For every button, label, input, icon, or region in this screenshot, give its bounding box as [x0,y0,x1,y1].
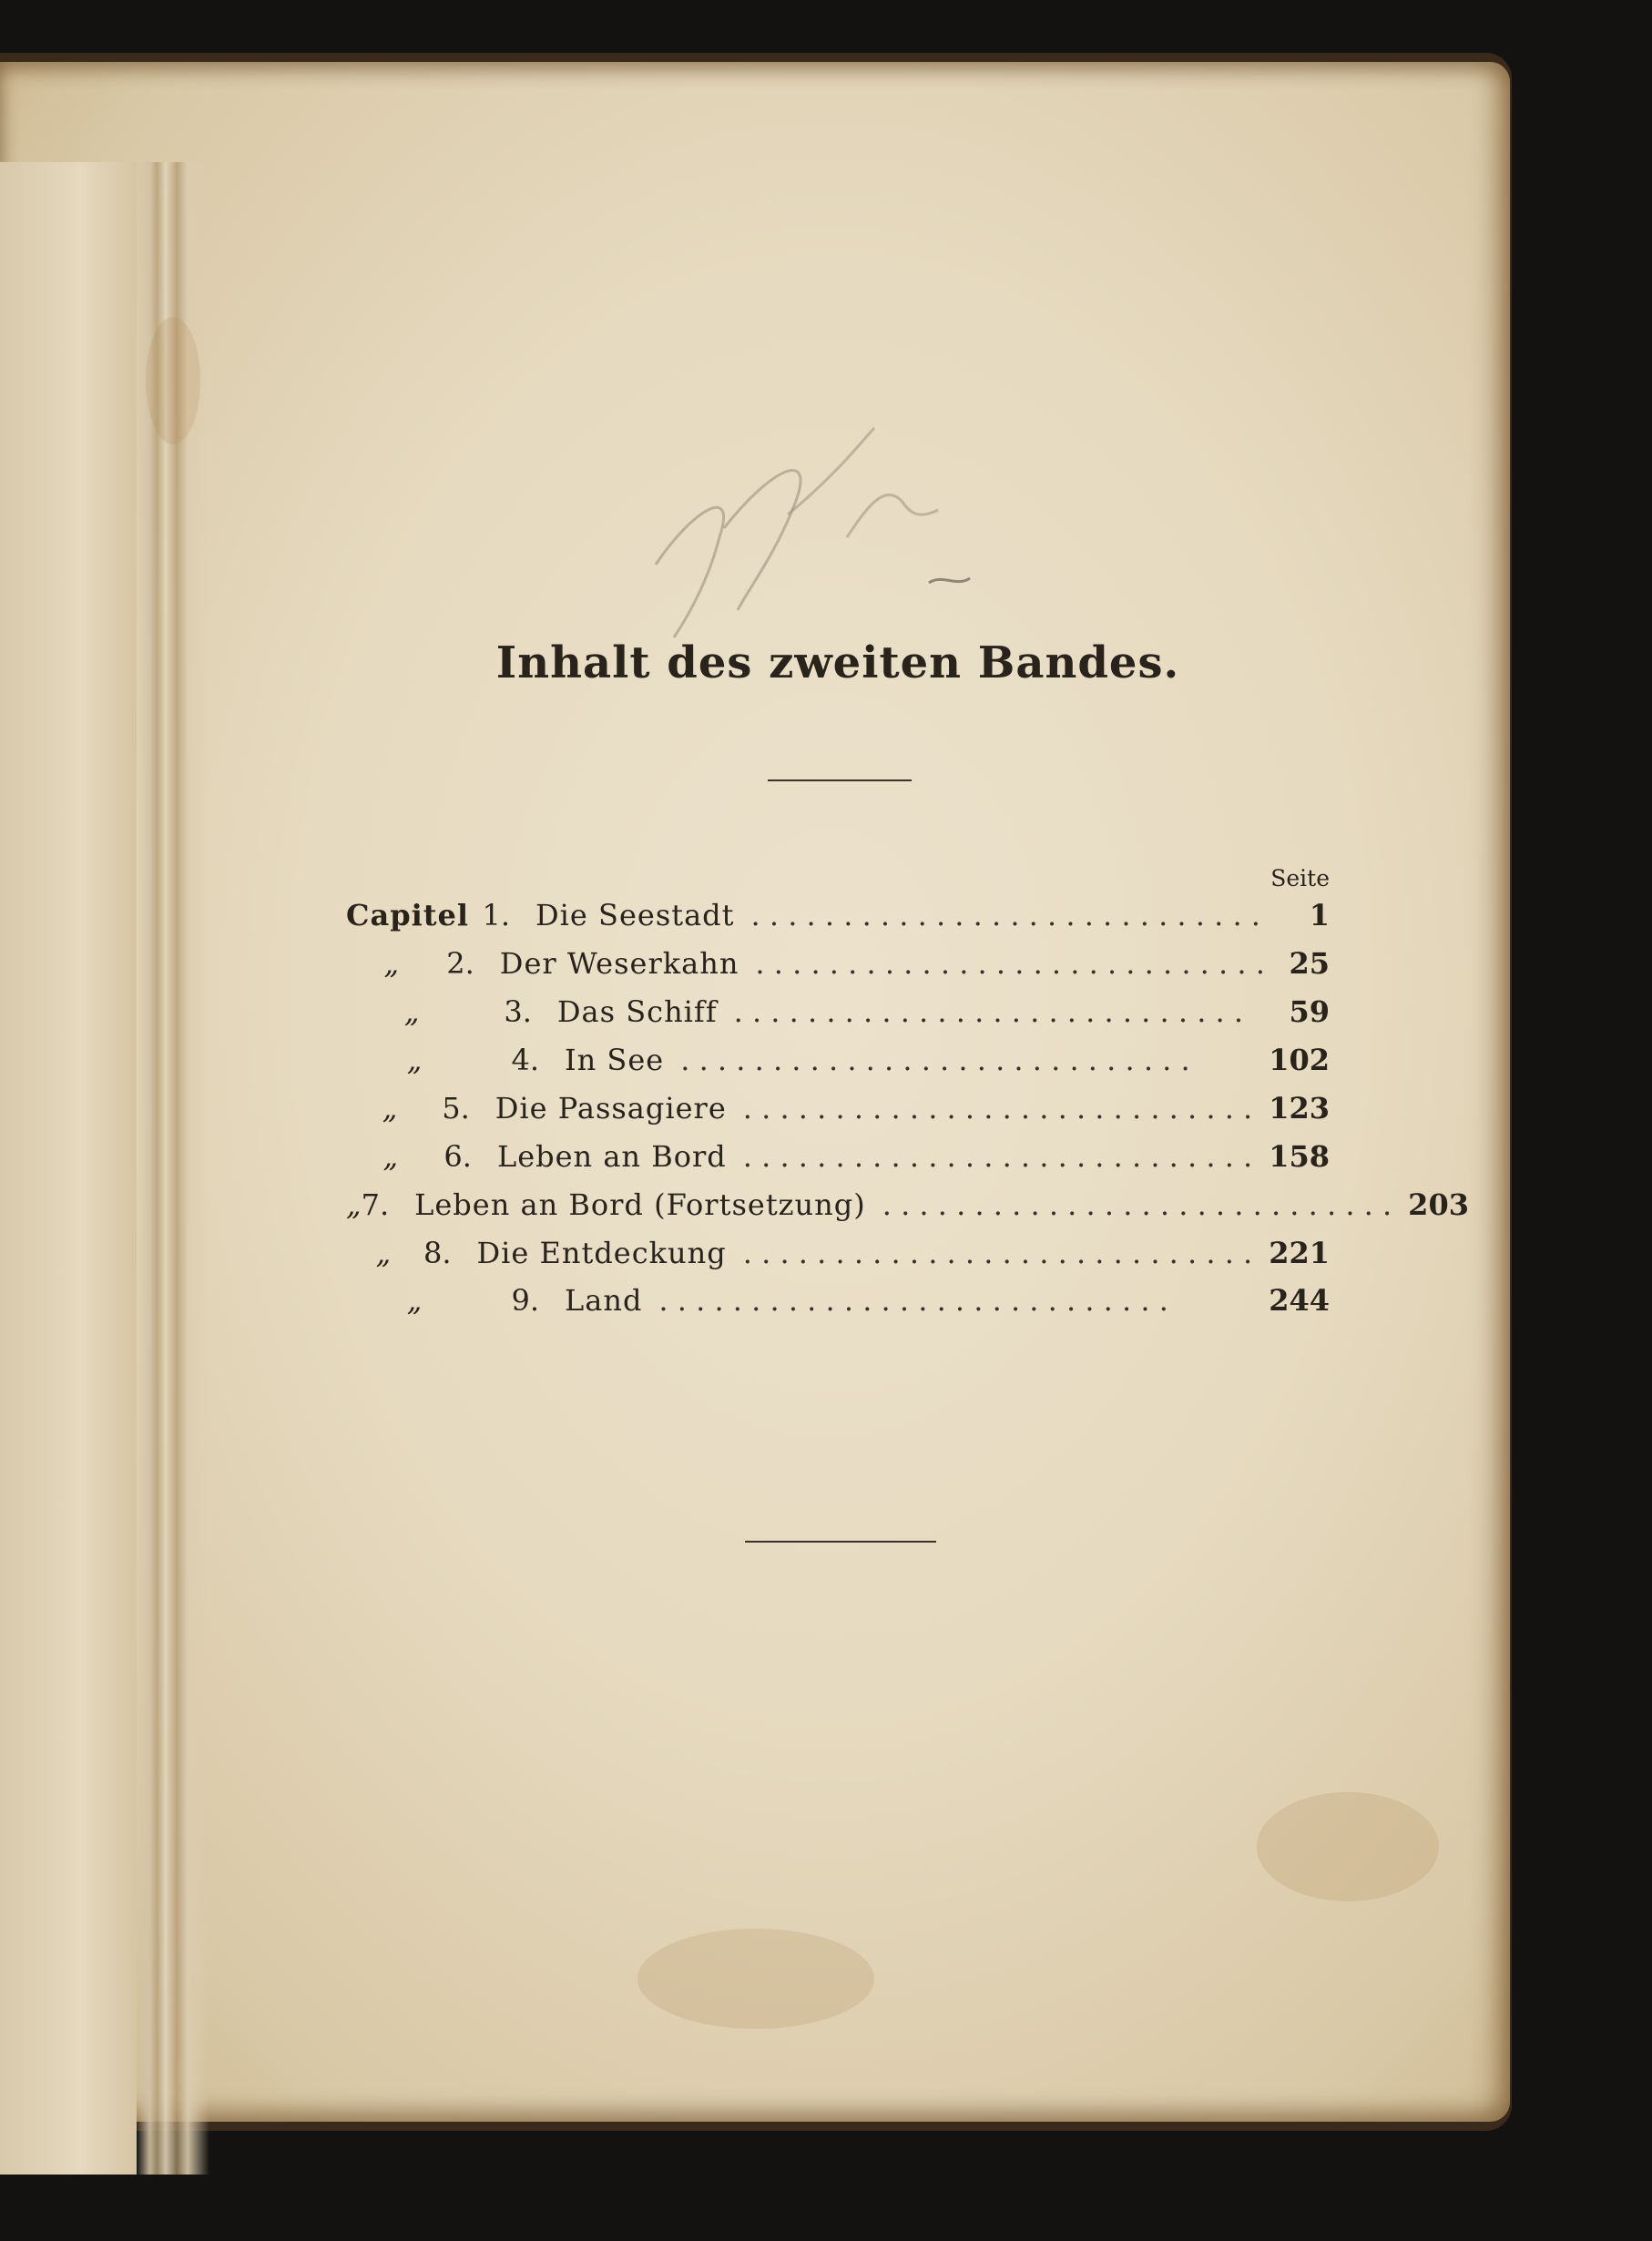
leader-dots: . . . . . . . . . . . . . . . . . . . . . . . . . . . . [742,1091,1253,1126]
chapter-number: 7. [361,1187,390,1222]
page-number: 59 [1289,994,1330,1029]
divider-rule [745,1541,936,1543]
chapter-number: 2. [446,946,474,981]
page-number: 244 [1269,1283,1330,1318]
leader-dots: . . . . . . . . . . . . . . . . . . . . . . . . . . . . [742,1139,1253,1174]
chapter-title: Die Passagiere [495,1091,727,1126]
foxing-stain [1257,1792,1439,1901]
toc-row [346,1139,1330,1187]
page-number: 158 [1269,1139,1330,1174]
toc-row [346,946,1330,993]
leader-dots: . . . . . . . . . . . . . . . . . . . . . . . . . . . . [882,1187,1392,1222]
pencil-signature-icon [637,428,984,647]
toc-row [346,1236,1330,1283]
divider-rule [768,779,912,781]
chapter-number: 5. [442,1091,470,1126]
chapter-title: Das Schiff [556,994,718,1029]
toc-row [346,994,1330,1042]
page-number: 25 [1289,946,1330,981]
chapter-title: Die Seestadt [535,898,735,932]
toc-row [346,1091,1330,1138]
page-number: 203 [1408,1187,1469,1222]
toc-row [346,898,1330,945]
ditto-mark: „ [346,1187,362,1222]
page-number: 123 [1269,1091,1330,1126]
toc-row [346,1187,1469,1235]
leader-dots: . . . . . . . . . . . . . . . . . . . . . . . . . . . . [750,898,1260,932]
chapter-title: Die Entdeckung [476,1236,727,1270]
chapter-title: Land [565,1283,643,1318]
page-title: Inhalt des zweiten Bandes. [495,637,1180,688]
leader-dots: . . . . . . . . . . . . . . . . . . . . . . . . . . . . [680,1043,1190,1077]
facing-page-edge [0,162,137,2175]
chapter-title: Leben an Bord (Fortsetzung) [414,1187,866,1222]
chapter-number: 9. [511,1283,539,1318]
ditto-mark: „ [403,994,420,1029]
leader-dots: . . . . . . . . . . . . . . . . . . . . . . . . . . . . [733,994,1244,1029]
page-number: 221 [1269,1236,1330,1270]
ditto-mark: „ [382,1091,398,1126]
ditto-mark: „ [383,946,400,981]
chapter-number: 6. [444,1139,472,1174]
binding-gutter [137,162,209,2175]
chapter-label: Capitel [346,898,470,932]
ditto-mark: „ [382,1139,399,1174]
chapter-number: 3. [504,994,532,1029]
chapter-number: 8. [423,1236,452,1270]
chapter-title: In See [565,1043,665,1077]
ditto-mark: „ [406,1283,423,1318]
toc-row [346,1283,1330,1330]
ditto-mark: „ [375,1236,392,1270]
foxing-stain [146,317,200,444]
chapter-title: Leben an Bord [496,1139,727,1174]
chapter-number: 4. [511,1043,539,1077]
leader-dots: . . . . . . . . . . . . . . . . . . . . . . . . . . . . [658,1283,1168,1318]
page-number: 102 [1269,1043,1330,1077]
page-column-label: Seite [1270,865,1330,891]
page-number: 1 [1309,898,1330,932]
ditto-mark: „ [406,1043,423,1077]
toc-row [346,1043,1330,1090]
leader-dots: . . . . . . . . . . . . . . . . . . . . . . . . . . . . [742,1236,1253,1270]
foxing-stain [637,1929,874,2029]
chapter-title: Der Weserkahn [499,946,739,981]
chapter-number: 1. [482,898,511,932]
leader-dots: . . . . . . . . . . . . . . . . . . . . . . . . . . . . [755,946,1265,981]
